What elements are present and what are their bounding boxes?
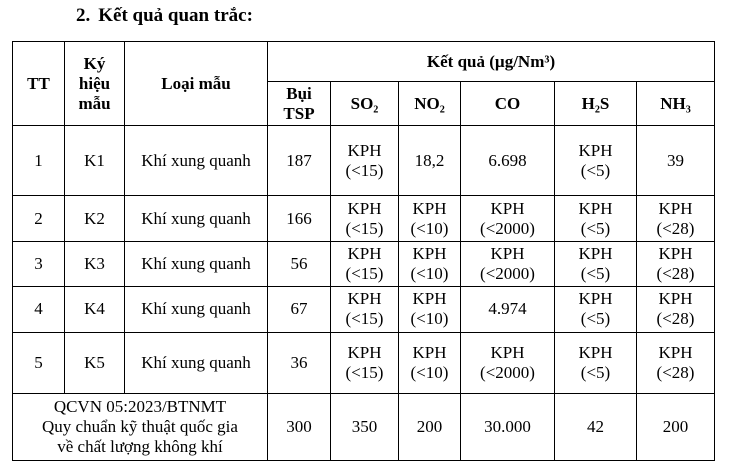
row-symbol: K1 [65, 126, 125, 196]
cell-h2s: KPH (<5) [555, 286, 637, 332]
standard-value-tsp: 300 [268, 393, 331, 460]
row-sample-type: Khí xung quanh [125, 126, 268, 196]
row-sample-type: Khí xung quanh [125, 332, 268, 393]
cell-h2s: KPH (<5) [555, 242, 637, 286]
cell-so2: KPH (<15) [331, 126, 399, 196]
cell-co: KPH (<2000) [461, 196, 555, 242]
cell-co: KPH (<2000) [461, 332, 555, 393]
standard-value-so2: 350 [331, 393, 399, 460]
row-symbol: K2 [65, 196, 125, 242]
header-pollutant-no2: NO₂ [399, 82, 461, 126]
row-tt: 1 [13, 126, 65, 196]
header-results: Kết quả (µg/Nm³) [268, 42, 715, 82]
cell-nh3: KPH (<28) [637, 286, 715, 332]
standard-label: QCVN 05:2023/BTNMT Quy chuẩn kỹ thuật quốc gia về chất lượng không khí [13, 393, 268, 460]
cell-tsp: 166 [268, 196, 331, 242]
cell-no2: 18,2 [399, 126, 461, 196]
row-sample-type: Khí xung quanh [125, 196, 268, 242]
cell-so2: KPH (<15) [331, 196, 399, 242]
table-row [13, 332, 715, 393]
section-number: 2. [76, 5, 91, 26]
cell-no2: KPH (<10) [399, 242, 461, 286]
standard-value-nh3: 200 [637, 393, 715, 460]
section-title: Kết quả quan trắc: [98, 5, 253, 26]
cell-h2s: KPH (<5) [555, 196, 637, 242]
table-row [13, 196, 715, 242]
header-pollutant-h2s: H₂S [555, 82, 637, 126]
cell-co: KPH (<2000) [461, 242, 555, 286]
header-pollutant-co: CO [461, 82, 555, 126]
row-symbol: K3 [65, 242, 125, 286]
row-tt: 3 [13, 242, 65, 286]
table-body [13, 126, 715, 394]
cell-tsp: 36 [268, 332, 331, 393]
header-row-1 [13, 42, 715, 82]
standard-value-no2: 200 [399, 393, 461, 460]
cell-no2: KPH (<10) [399, 196, 461, 242]
table-row [13, 242, 715, 286]
cell-tsp: 187 [268, 126, 331, 196]
cell-tsp: 67 [268, 286, 331, 332]
header-pollutant-nh3: NH₃ [637, 82, 715, 126]
row-symbol: K4 [65, 286, 125, 332]
standard-row [13, 393, 715, 460]
row-tt: 5 [13, 332, 65, 393]
table-row [13, 286, 715, 332]
section-heading [76, 5, 253, 27]
cell-no2: KPH (<10) [399, 332, 461, 393]
header-symbol: Ký hiệu mẫu [65, 42, 125, 126]
cell-h2s: KPH (<5) [555, 126, 637, 196]
cell-so2: KPH (<15) [331, 242, 399, 286]
cell-nh3: 39 [637, 126, 715, 196]
header-pollutant-so2: SO₂ [331, 82, 399, 126]
standard-value-co: 30.000 [461, 393, 555, 460]
header-sample-type: Loại mẫu [125, 42, 268, 126]
row-tt: 2 [13, 196, 65, 242]
cell-nh3: KPH (<28) [637, 196, 715, 242]
cell-so2: KPH (<15) [331, 332, 399, 393]
results-table [12, 41, 715, 461]
header-pollutant-tsp: Bụi TSP [268, 82, 331, 126]
cell-so2: KPH (<15) [331, 286, 399, 332]
cell-co: 4.974 [461, 286, 555, 332]
header-tt: TT [13, 42, 65, 126]
cell-no2: KPH (<10) [399, 286, 461, 332]
row-sample-type: Khí xung quanh [125, 286, 268, 332]
row-tt: 4 [13, 286, 65, 332]
cell-nh3: KPH (<28) [637, 242, 715, 286]
row-symbol: K5 [65, 332, 125, 393]
table-row [13, 126, 715, 196]
row-sample-type: Khí xung quanh [125, 242, 268, 286]
cell-h2s: KPH (<5) [555, 332, 637, 393]
cell-tsp: 56 [268, 242, 331, 286]
cell-nh3: KPH (<28) [637, 332, 715, 393]
standard-value-h2s: 42 [555, 393, 637, 460]
cell-co: 6.698 [461, 126, 555, 196]
